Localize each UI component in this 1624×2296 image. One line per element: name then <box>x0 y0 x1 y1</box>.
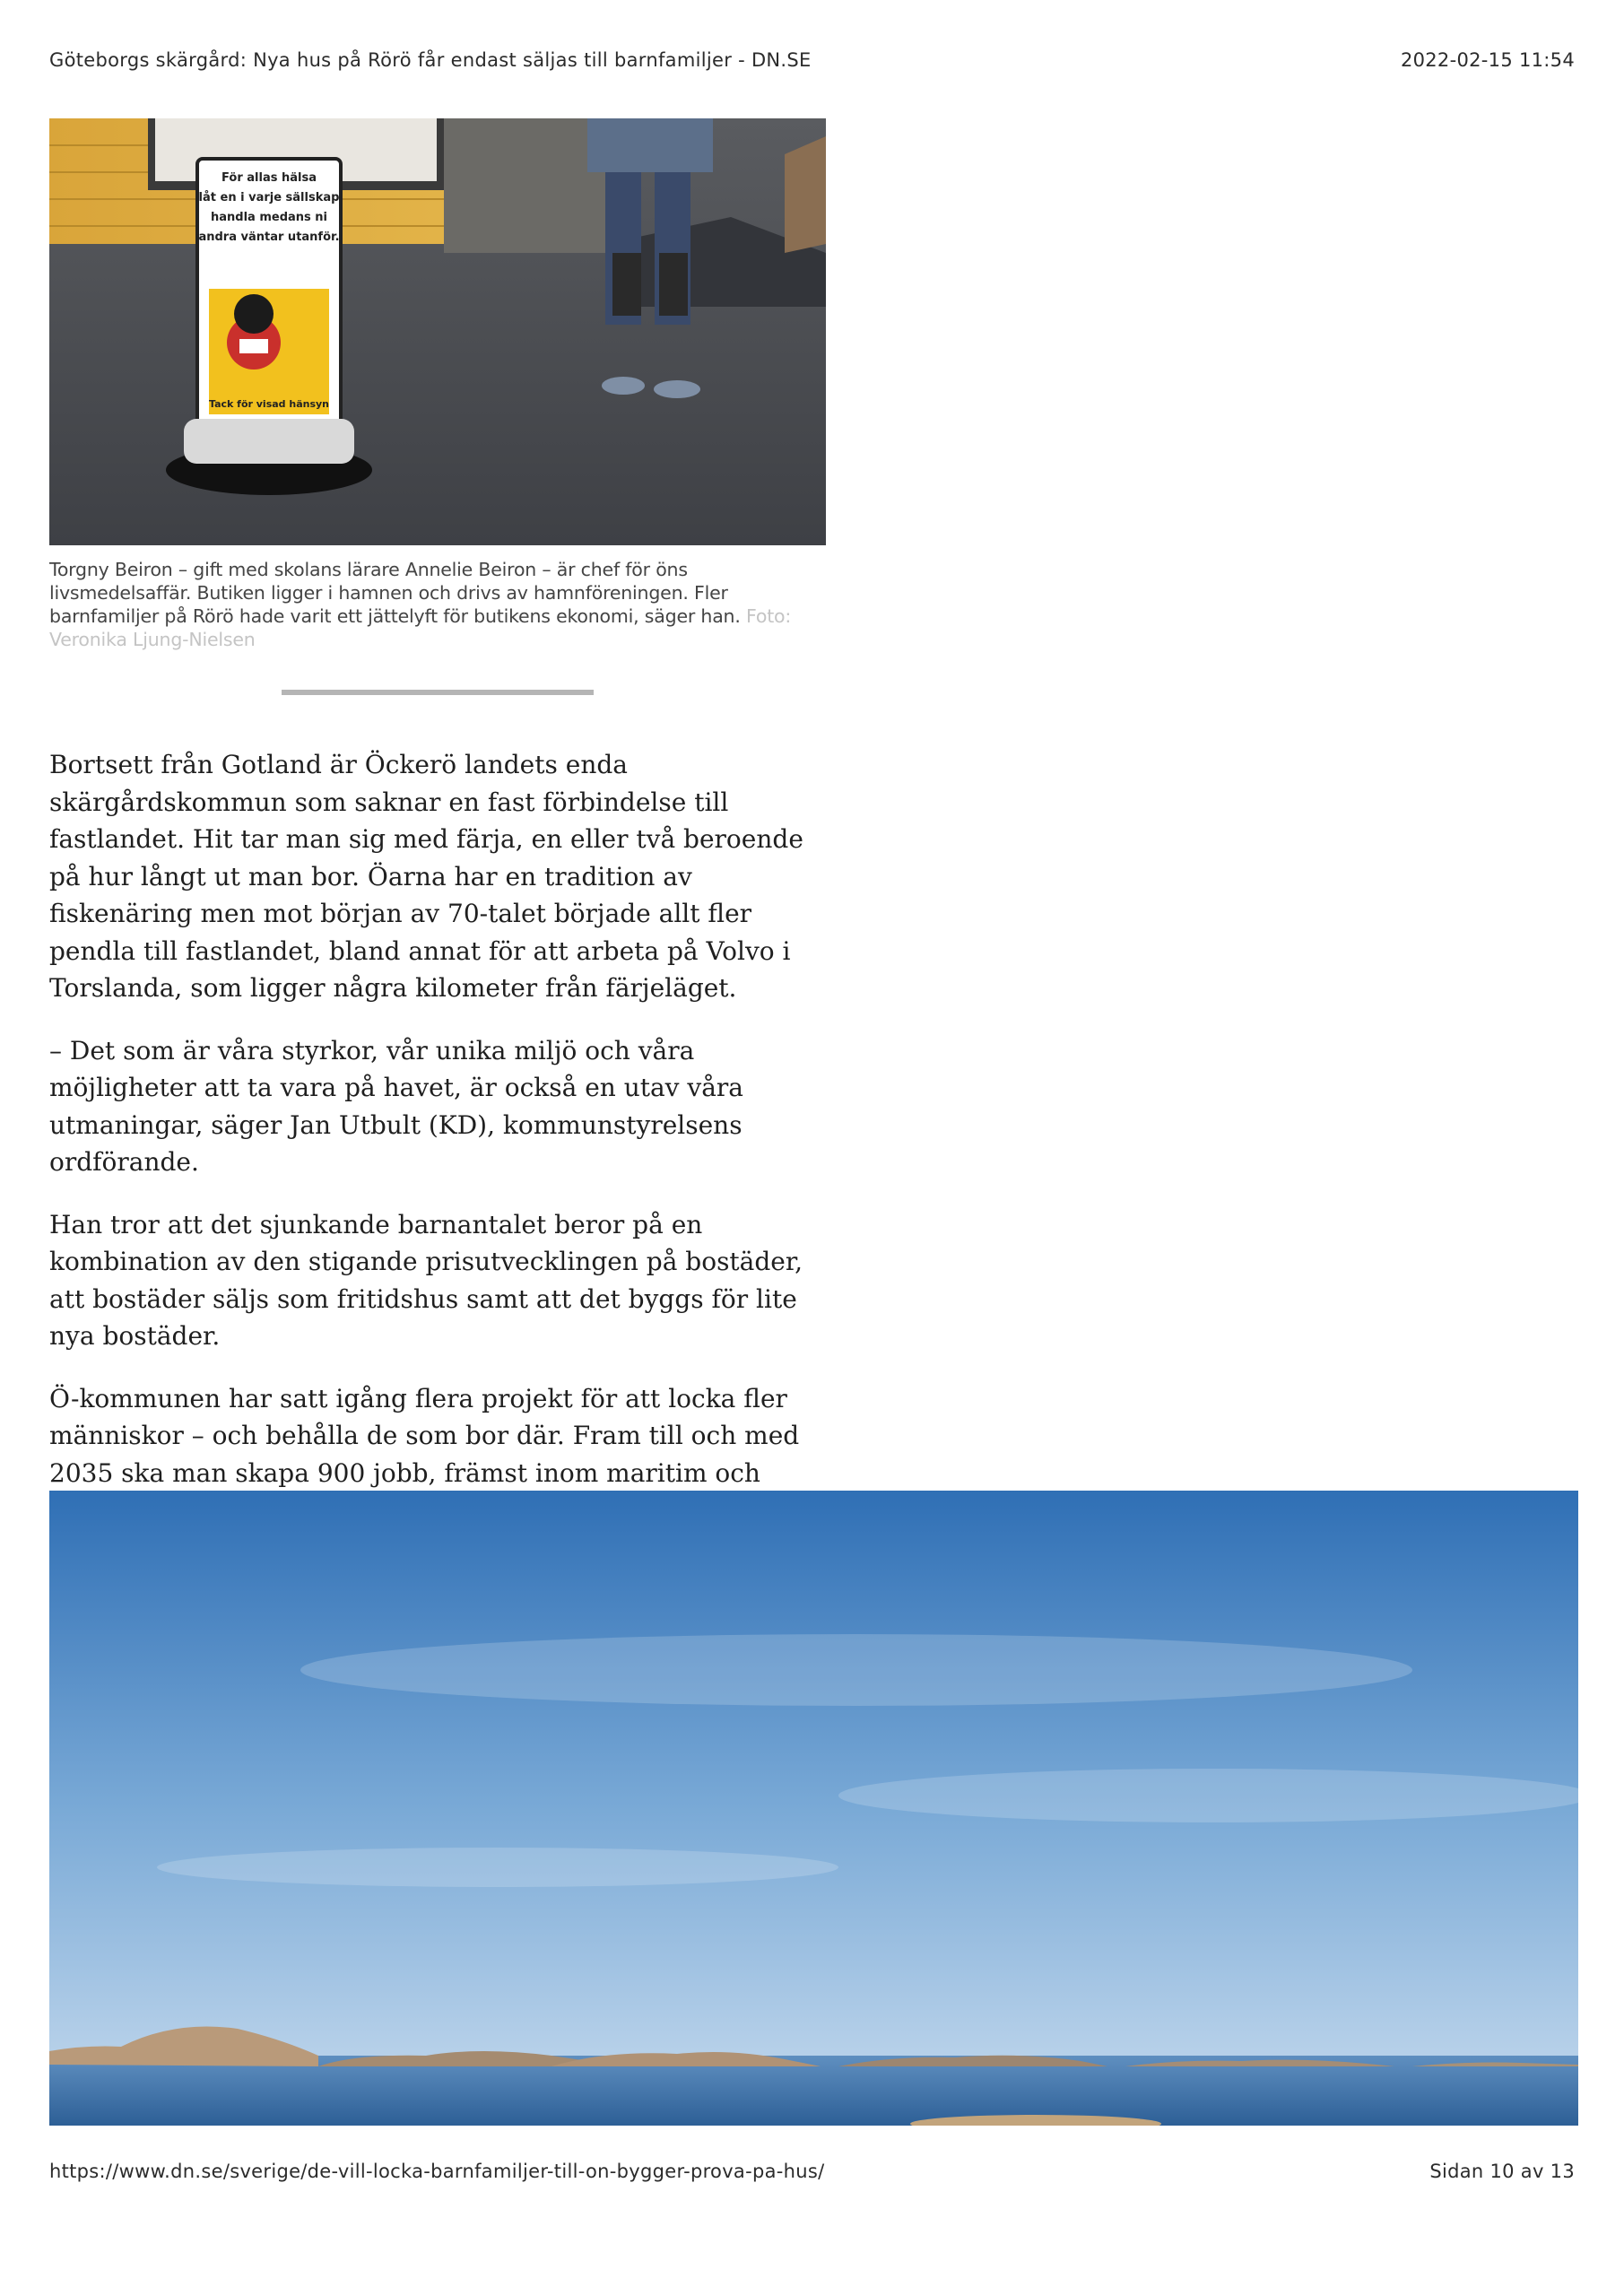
paragraph: – Det som är våra styrkor, vår unika miljö och våra möjligheter att ta vara på havet, är också en utav våra utmaningar, säger Jan Utbult (KD), kommunstyrelsens ordförande. <box>49 1035 743 1177</box>
sign-footer: Tack för visad hänsyn <box>208 398 330 410</box>
caption-text: Torgny Beiron – gift med skolans lärare Annelie Beiron – är chef för öns livsmedelsaffär. Butiken ligger i hamnen och drivs av hamnföreningen. Fler barnfamiljer på Rörö hade varit ett jättelyft för butikens ekonomi, säger han. <box>49 559 741 627</box>
store-photo <box>49 118 826 545</box>
sign-line-2: låt en i varje sällskap <box>198 191 340 204</box>
article-body <box>49 746 838 1591</box>
page-number: Sidan 10 av 13 <box>1429 2161 1575 2182</box>
divider <box>282 690 594 695</box>
page-url[interactable]: https://www.dn.se/sverige/de-vill-locka-barnfamiljer-till-on-bygger-prova-pa-hus/ <box>49 2161 825 2182</box>
paragraph: Han tror att det sjunkande barnantalet beror på en kombination av den stigande prisutvecklingen på bostäder, att bostäder säljs som fritidshus samt att det byggs för lite nya bostäder. <box>49 1209 803 1351</box>
sign-line-1: För allas hälsa <box>221 171 317 185</box>
print-timestamp: 2022-02-15 11:54 <box>1400 49 1575 71</box>
sign-line-3: handla medans ni <box>210 211 328 224</box>
print-footer <box>49 2158 1575 2185</box>
paragraph: Ö-kommunen har satt igång flera projekt för att locka fler människor – och behålla de som bor där. Fram till och med 2035 ska man skapa 900 jobb, främst inom maritim och <box>49 1383 800 1488</box>
paragraph: Bortsett från Gotland är Öckerö landets enda skärgårdskommun som saknar en fast förbindelse till fastlandet. Hit tar man sig med färja, en eller två beroende på hur långt ut man bor. Öarna har en tradition av fiskenäring men mot början av 70-talet började allt fler pendla till fastlandet, bland annat för att arbeta på Volvo i Torslanda, som ligger några kilometer från färjeläget. <box>49 750 803 1003</box>
archipelago-photo <box>49 1491 1578 2126</box>
page-title: Göteborgs skärgård: Nya hus på Rörö får endast säljas till barnfamiljer - DN.SE <box>49 49 812 71</box>
print-header <box>49 47 1575 74</box>
photo-caption <box>49 558 826 651</box>
sign-line-4: andra väntar utanför. <box>198 230 340 244</box>
photo-credit: Foto: Veronika Ljung-Nielsen <box>49 605 792 650</box>
